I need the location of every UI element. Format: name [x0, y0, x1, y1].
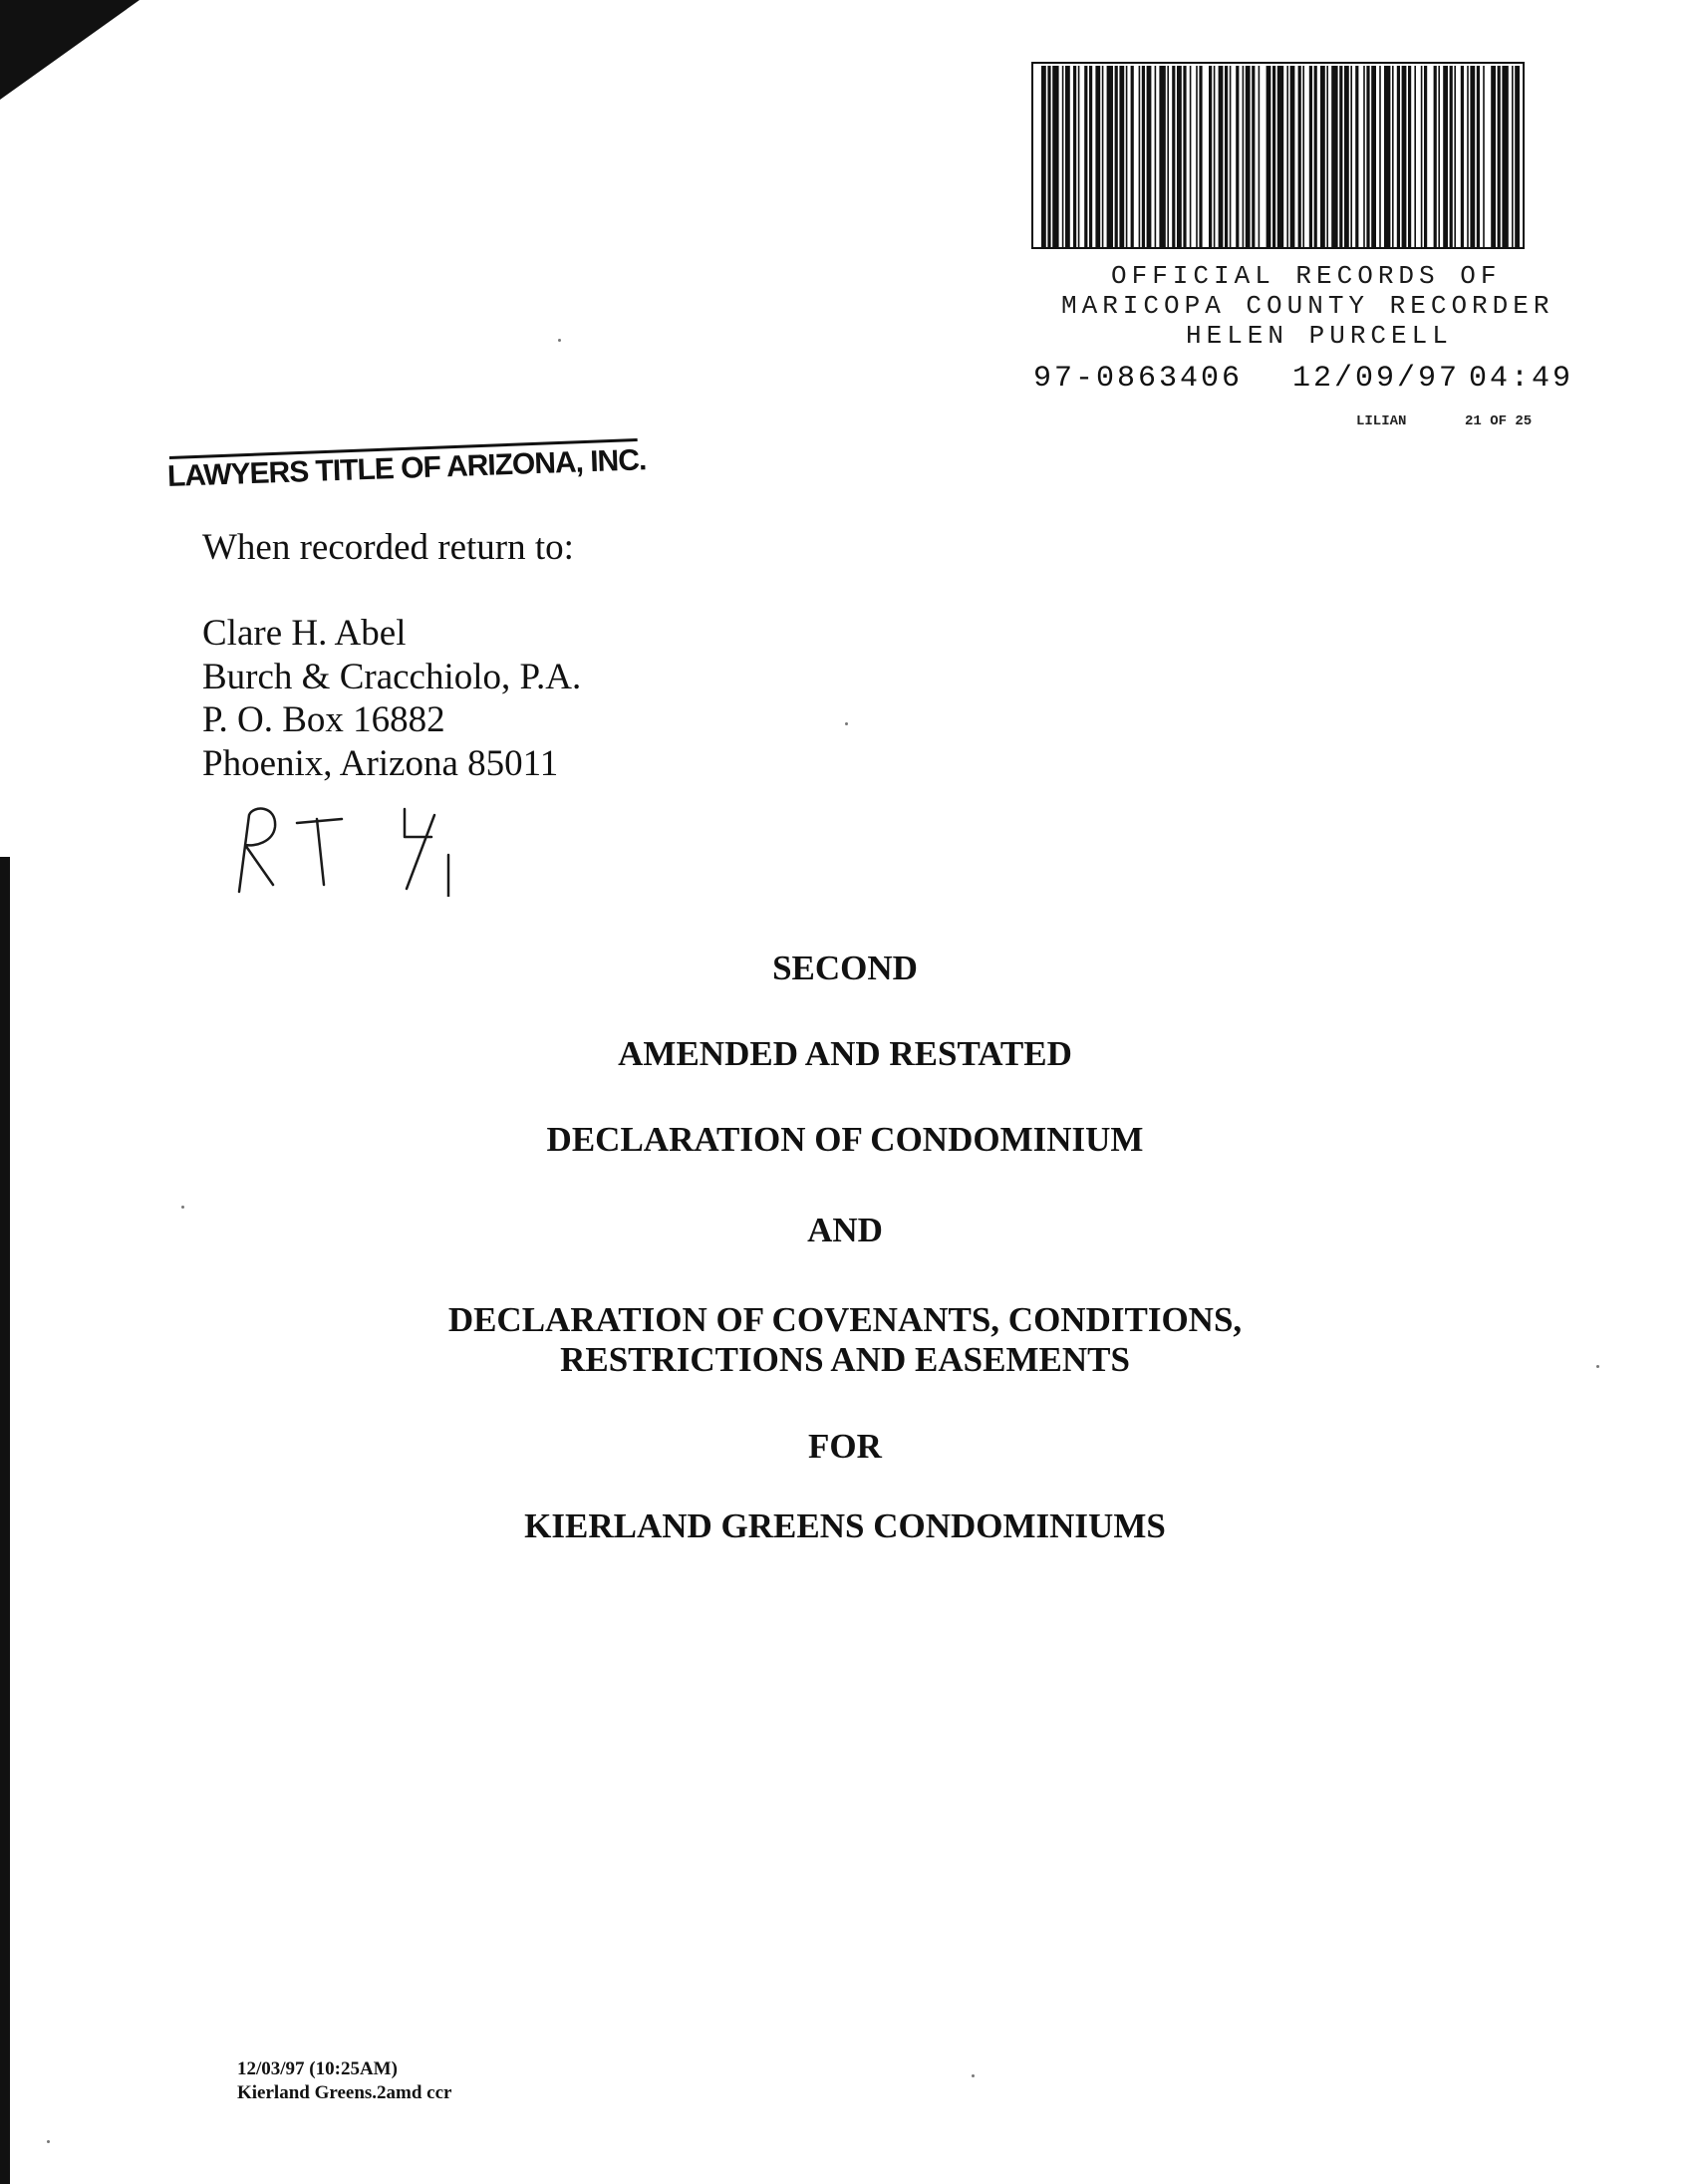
barcode-bar	[1371, 66, 1376, 249]
barcode-bar	[1147, 66, 1152, 249]
barcode-bar	[1159, 66, 1165, 249]
barcode-bar	[1131, 66, 1134, 249]
return-firm: Burch & Cracchiolo, P.A.	[202, 657, 582, 697]
title-line-6: RESTRICTIONS AND EASEMENTS	[560, 1340, 1130, 1379]
barcode-bar	[1062, 66, 1064, 249]
title-line-3: DECLARATION OF CONDOMINIUM	[546, 1120, 1144, 1159]
scan-corner-artifact	[0, 0, 140, 100]
title-line-5: DECLARATION OF COVENANTS, CONDITIONS,	[447, 1300, 1243, 1339]
title-line-2: AMENDED AND RESTATED	[618, 1034, 1072, 1073]
barcode-bar	[1272, 66, 1275, 249]
barcode-bar	[1414, 66, 1416, 249]
barcode-bar	[1309, 66, 1312, 249]
return-name: Clare H. Abel	[202, 613, 407, 654]
barcode-bar	[1302, 66, 1304, 249]
document-number: 97-0863406	[1033, 362, 1244, 396]
recorder-line-3: HELEN PURCELL	[1186, 321, 1453, 351]
barcode-bar	[1155, 66, 1157, 249]
barcode-bar	[1443, 66, 1448, 249]
barcode-bar	[1126, 66, 1128, 249]
page-info: 21 OF 25	[1465, 413, 1533, 429]
barcode-bar	[1267, 66, 1271, 249]
title-line-7: FOR	[808, 1427, 882, 1466]
barcode-bar	[1047, 66, 1050, 249]
return-city: Phoenix, Arizona 85011	[202, 743, 559, 784]
barcode-bar	[1491, 66, 1496, 249]
scan-speck	[558, 339, 561, 342]
barcode-bar	[1139, 66, 1141, 249]
barcode-bar	[1502, 66, 1508, 249]
scan-speck	[47, 2140, 50, 2143]
barcode-bar	[1402, 66, 1407, 249]
barcode-bar	[1363, 66, 1365, 249]
barcode-bar	[1470, 66, 1475, 249]
barcode-bar	[1259, 66, 1261, 249]
barcode-bar	[1252, 66, 1255, 249]
barcode-bar	[1219, 66, 1224, 249]
barcode-bar	[1209, 66, 1212, 249]
barcode-bar	[1421, 66, 1423, 249]
barcode-bar	[1397, 66, 1400, 249]
barcode-bar	[1483, 66, 1485, 249]
recorder-line-2: MARICOPA COUNTY RECORDER	[1061, 291, 1554, 321]
footer-filename: Kierland Greens.2amd ccr	[237, 2082, 452, 2103]
barcode-bar	[1326, 66, 1328, 249]
barcode-graphic	[1033, 64, 1525, 249]
barcode-bar	[1172, 66, 1175, 249]
barcode	[1031, 62, 1525, 249]
barcode-bar	[1119, 66, 1124, 249]
barcode-bar	[1236, 66, 1239, 249]
barcode-bar	[1089, 66, 1092, 249]
barcode-bar	[1286, 66, 1288, 249]
barcode-bar	[1408, 66, 1411, 249]
barcode-bar	[1424, 66, 1427, 249]
barcode-bar	[1467, 66, 1469, 249]
title-line-4: AND	[807, 1211, 883, 1249]
barcode-bar	[1246, 66, 1251, 249]
scan-speck	[1596, 1365, 1599, 1368]
barcode-bar	[1041, 66, 1046, 249]
barcode-bar	[1107, 66, 1113, 249]
barcode-bar	[1339, 66, 1342, 249]
barcode-bar	[1298, 66, 1301, 249]
footer-timestamp: 12/03/97 (10:25AM)	[237, 2058, 398, 2079]
barcode-bar	[1477, 66, 1480, 249]
barcode-bar	[1355, 66, 1358, 249]
barcode-bar	[1344, 66, 1349, 249]
barcode-bar	[1078, 66, 1080, 249]
barcode-bar	[1438, 66, 1440, 249]
return-po-box: P. O. Box 16882	[202, 699, 445, 740]
barcode-bar	[1277, 66, 1283, 249]
handwritten-note	[227, 797, 476, 897]
scan-speck	[845, 722, 848, 725]
barcode-bar	[1331, 66, 1337, 249]
barcode-bar	[1434, 66, 1437, 249]
barcode-bar	[1230, 66, 1232, 249]
scan-speck	[181, 1206, 184, 1209]
barcode-bar	[1454, 66, 1456, 249]
recorder-line-1: OFFICIAL RECORDS OF	[1111, 261, 1502, 291]
barcode-bar	[1073, 66, 1076, 249]
title-company-stamp: LAWYERS TITLE OF ARIZONA, INC.	[166, 443, 647, 493]
barcode-bar	[1225, 66, 1228, 249]
barcode-bar	[1065, 66, 1070, 249]
title-line-1: SECOND	[772, 949, 918, 987]
barcode-bar	[1115, 66, 1118, 249]
barcode-bar	[1102, 66, 1104, 249]
barcode-bar	[1196, 66, 1198, 249]
barcode-bar	[1084, 66, 1087, 249]
barcode-bar	[1314, 66, 1317, 249]
barcode-bar	[1167, 66, 1169, 249]
barcode-bar	[1392, 66, 1394, 249]
title-line-8: KIERLAND GREENS CONDOMINIUMS	[524, 1506, 1166, 1545]
barcode-bar	[1183, 66, 1186, 249]
barcode-bar	[1142, 66, 1145, 249]
barcode-bar	[1199, 66, 1202, 249]
scan-speck	[972, 2074, 975, 2077]
return-label: When recorded return to:	[202, 527, 574, 568]
barcode-bar	[1461, 66, 1464, 249]
barcode-bar	[1095, 66, 1100, 249]
barcode-bar	[1512, 66, 1514, 249]
barcode-bar	[1498, 66, 1501, 249]
clerk-name: LILIAN	[1356, 413, 1407, 429]
barcode-bar	[1177, 66, 1182, 249]
barcode-bar	[1290, 66, 1295, 249]
record-time: 04:49	[1469, 362, 1574, 396]
barcode-bar	[1515, 66, 1520, 249]
barcode-bar	[1384, 66, 1390, 249]
barcode-bar	[1214, 66, 1216, 249]
barcode-bar	[1350, 66, 1352, 249]
barcode-bar	[1190, 66, 1192, 249]
barcode-bar	[1243, 66, 1245, 249]
barcode-bar	[1450, 66, 1453, 249]
barcode-bar	[1052, 66, 1058, 249]
record-date: 12/09/97	[1292, 362, 1461, 396]
barcode-bar	[1320, 66, 1325, 249]
barcode-bar	[1379, 66, 1381, 249]
barcode-bar	[1366, 66, 1369, 249]
